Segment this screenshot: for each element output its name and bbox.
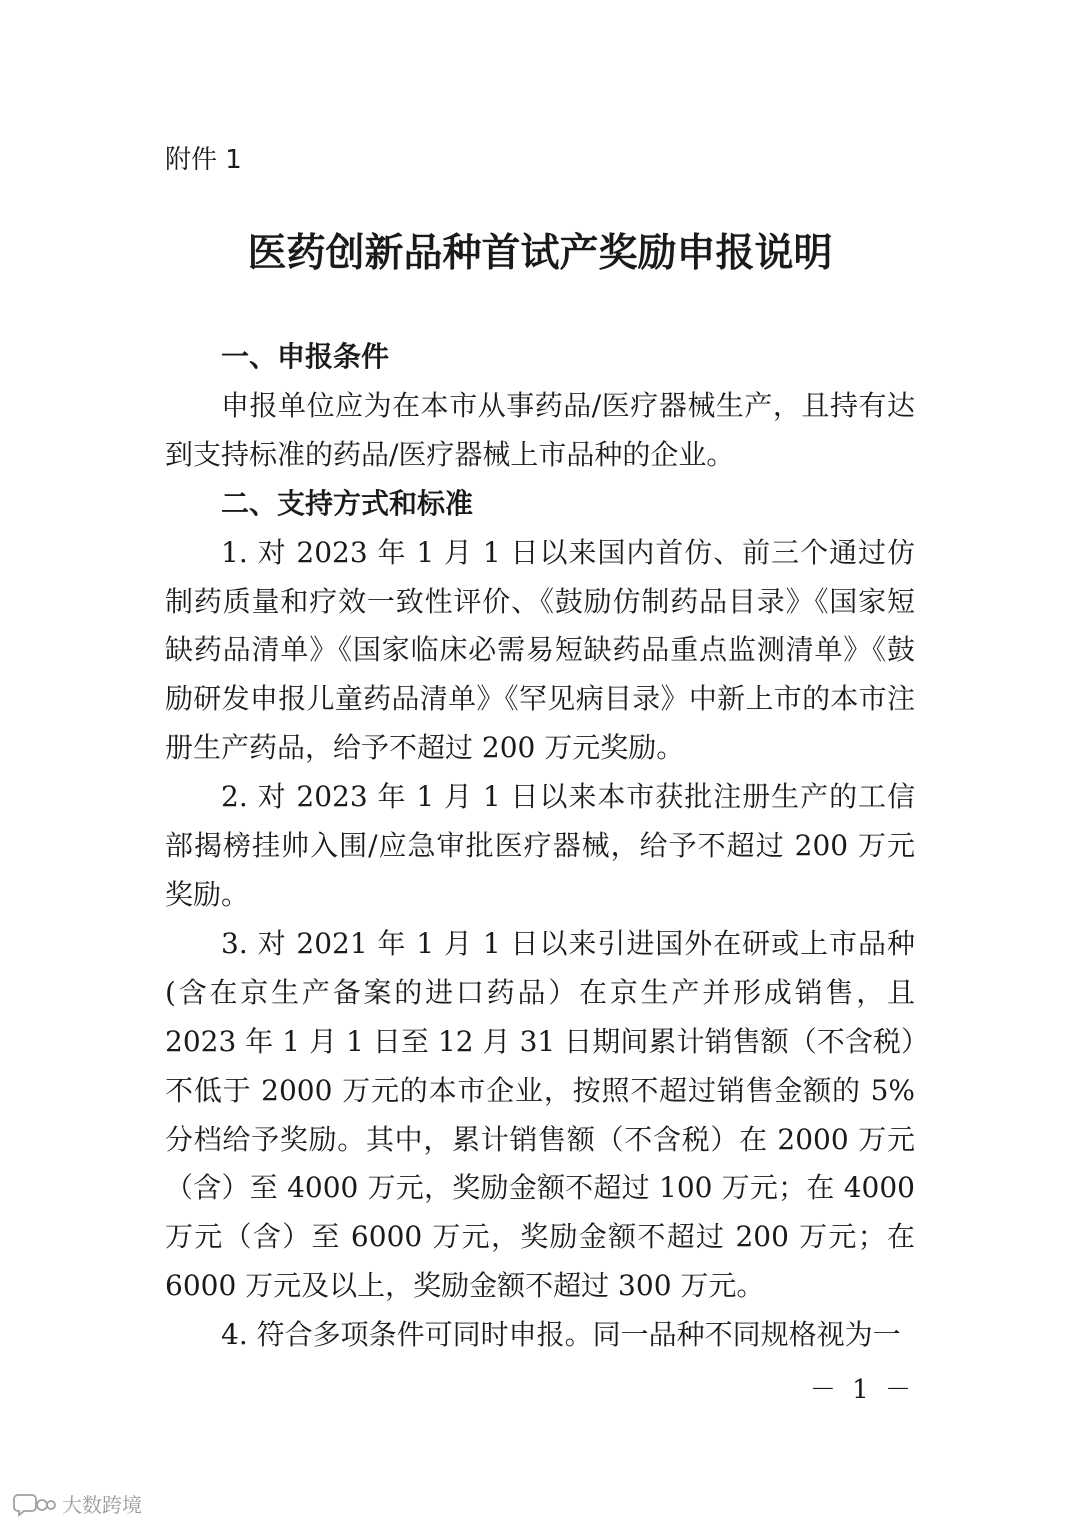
document-body: [165, 333, 915, 1360]
chat-bubble-logo-icon: [12, 1492, 56, 1518]
paragraph-conditions: 申报单位应为在本市从事药品/医疗器械生产，且持有达到支持标准的药品/医疗器械上市品种的企业。: [165, 388, 915, 471]
watermark: [12, 1492, 142, 1518]
paragraph-item-2: 2. 对 2023 年 1 月 1 日以来本市获批注册生产的工信部揭榜挂帅入围/应急审批医疗器械，给予不超过 200 万元奖励。: [165, 780, 915, 911]
paragraph-item-1: 1. 对 2023 年 1 月 1 日以来国内首仿、前三个通过仿制药质量和疗效一致性评价、《鼓励仿制药品目录》《国家短缺药品清单》《国家临床必需易短缺药品重点监测清单》《鼓励研发申报儿童药品清单》《罕见病目录》中新上市的本市注册生产药品，给予不超过 200 万元奖励。: [165, 535, 915, 765]
watermark-text: 大数跨境: [62, 1493, 142, 1517]
paragraph-item-4: 4. 符合多项条件可同时申报。同一品种不同规格视为一: [221, 1318, 901, 1352]
attachment-label: 附件 1: [165, 145, 242, 175]
page-number: － 1 －: [809, 1375, 915, 1405]
section-heading-support: 二、支持方式和标准: [221, 486, 474, 520]
document-title: 医药创新品种首试产奖励申报说明: [247, 231, 833, 276]
section-heading-conditions: 一、申报条件: [221, 340, 390, 373]
paragraph-item-3: 3. 对 2021 年 1 月 1 日以来引进国外在研或上市品种(含在京生产备案的进口药品）在京生产并形成销售，且 2023 年 1 月 1 日至 12 月 31 日期间累计销售额（不含税）不低于 2000 万元的本市企业，按照不超过销售金额的 5%分档给予奖励。其中，累计销售额（不含税）在 2000 万元（含）至 4000 万元，奖励金额不超过 100 万元；在 4000 万元（含）至 6000 万元，奖励金额不超过 200 万元；在 6000 万元及以上，奖励金额不超过 300 万元。: [165, 926, 915, 1303]
